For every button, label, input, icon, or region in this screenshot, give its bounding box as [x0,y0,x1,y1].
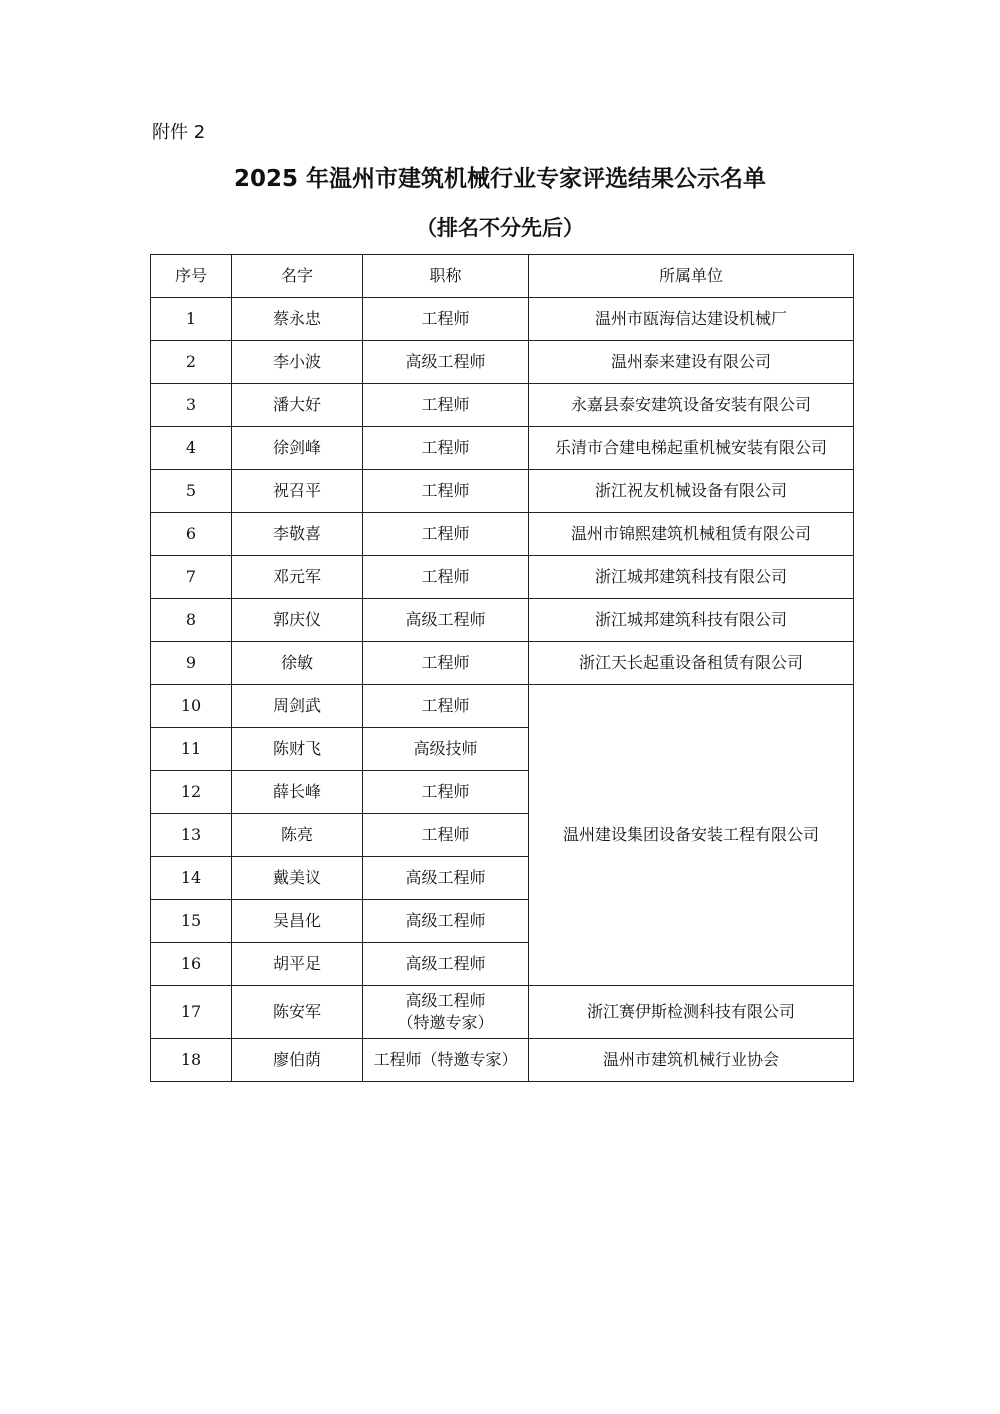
cell-name: 周剑武 [232,685,363,728]
table-row [151,599,854,642]
page-title: 2025 年温州市建筑机械行业专家评选结果公示名单 [233,166,767,192]
attachment-label: 附件 2 [152,122,206,143]
cell-no: 2 [151,341,232,384]
cell-title: 工程师 [363,470,529,513]
table-row [151,986,854,1039]
cell-title: 高级工程师 [363,943,529,986]
cell-title-line2: （特邀专家） [397,1013,494,1032]
table-row [151,1039,854,1082]
cell-no: 3 [151,384,232,427]
cell-no: 17 [151,986,232,1039]
cell-name: 廖伯荫 [232,1039,363,1082]
cell-name: 李小波 [232,341,363,384]
cell-no: 6 [151,513,232,556]
header-no: 序号 [151,255,232,298]
cell-unit-merged: 温州建设集团设备安装工程有限公司 [529,685,854,986]
table-row [151,513,854,556]
cell-title: 工程师 [363,556,529,599]
cell-name: 戴美议 [232,857,363,900]
table-row [151,685,854,728]
cell-title [363,986,529,1039]
cell-title: 工程师 [363,427,529,470]
cell-name: 胡平足 [232,943,363,986]
cell-title: 工程师 [363,814,529,857]
cell-title: 高级工程师 [363,857,529,900]
cell-name: 陈财飞 [232,728,363,771]
cell-unit: 浙江祝友机械设备有限公司 [529,470,854,513]
cell-title: 工程师 [363,771,529,814]
cell-unit: 温州市瓯海信达建设机械厂 [529,298,854,341]
table-row [151,341,854,384]
cell-name: 徐剑峰 [232,427,363,470]
cell-title: 高级工程师 [363,900,529,943]
cell-no: 5 [151,470,232,513]
cell-no: 4 [151,427,232,470]
cell-no: 13 [151,814,232,857]
cell-no: 15 [151,900,232,943]
cell-no: 16 [151,943,232,986]
table-row [151,427,854,470]
cell-unit: 乐清市合建电梯起重机械安装有限公司 [529,427,854,470]
cell-title: 高级工程师 [363,599,529,642]
cell-title: 工程师 [363,642,529,685]
page-subtitle: （排名不分先后） [416,216,584,240]
expert-list-table [150,254,854,1082]
cell-no: 9 [151,642,232,685]
cell-unit: 温州市锦熙建筑机械租赁有限公司 [529,513,854,556]
cell-title: 高级工程师 [363,341,529,384]
cell-no: 12 [151,771,232,814]
cell-name: 蔡永忠 [232,298,363,341]
cell-unit: 永嘉县泰安建筑设备安装有限公司 [529,384,854,427]
cell-no: 14 [151,857,232,900]
table-row [151,384,854,427]
table-header-row [151,255,854,298]
header-name: 名字 [232,255,363,298]
header-title: 职称 [363,255,529,298]
cell-no: 1 [151,298,232,341]
cell-name: 吴昌化 [232,900,363,943]
cell-name: 陈安军 [232,986,363,1039]
cell-name: 徐敏 [232,642,363,685]
table-row [151,470,854,513]
cell-title: 工程师 [363,685,529,728]
cell-name: 邓元军 [232,556,363,599]
cell-no: 8 [151,599,232,642]
cell-name: 郭庆仪 [232,599,363,642]
cell-title: 工程师 [363,298,529,341]
cell-no: 11 [151,728,232,771]
cell-name: 潘大好 [232,384,363,427]
cell-name: 祝召平 [232,470,363,513]
cell-name: 陈亮 [232,814,363,857]
cell-title: 工程师 [363,513,529,556]
table-row [151,642,854,685]
cell-no: 7 [151,556,232,599]
cell-title: 工程师 [363,384,529,427]
table-row [151,556,854,599]
cell-title-line1: 高级工程师 [405,991,486,1010]
cell-unit: 浙江天长起重设备租赁有限公司 [529,642,854,685]
cell-unit: 浙江赛伊斯检测科技有限公司 [529,986,854,1039]
cell-unit: 温州泰来建设有限公司 [529,341,854,384]
cell-no: 10 [151,685,232,728]
header-unit: 所属单位 [529,255,854,298]
cell-name: 李敬喜 [232,513,363,556]
cell-unit: 温州市建筑机械行业协会 [529,1039,854,1082]
cell-name: 薛长峰 [232,771,363,814]
cell-title: 高级技师 [363,728,529,771]
cell-unit: 浙江城邦建筑科技有限公司 [529,556,854,599]
cell-unit: 浙江城邦建筑科技有限公司 [529,599,854,642]
table-row [151,298,854,341]
cell-no: 18 [151,1039,232,1082]
cell-title: 工程师（特邀专家） [363,1039,529,1082]
